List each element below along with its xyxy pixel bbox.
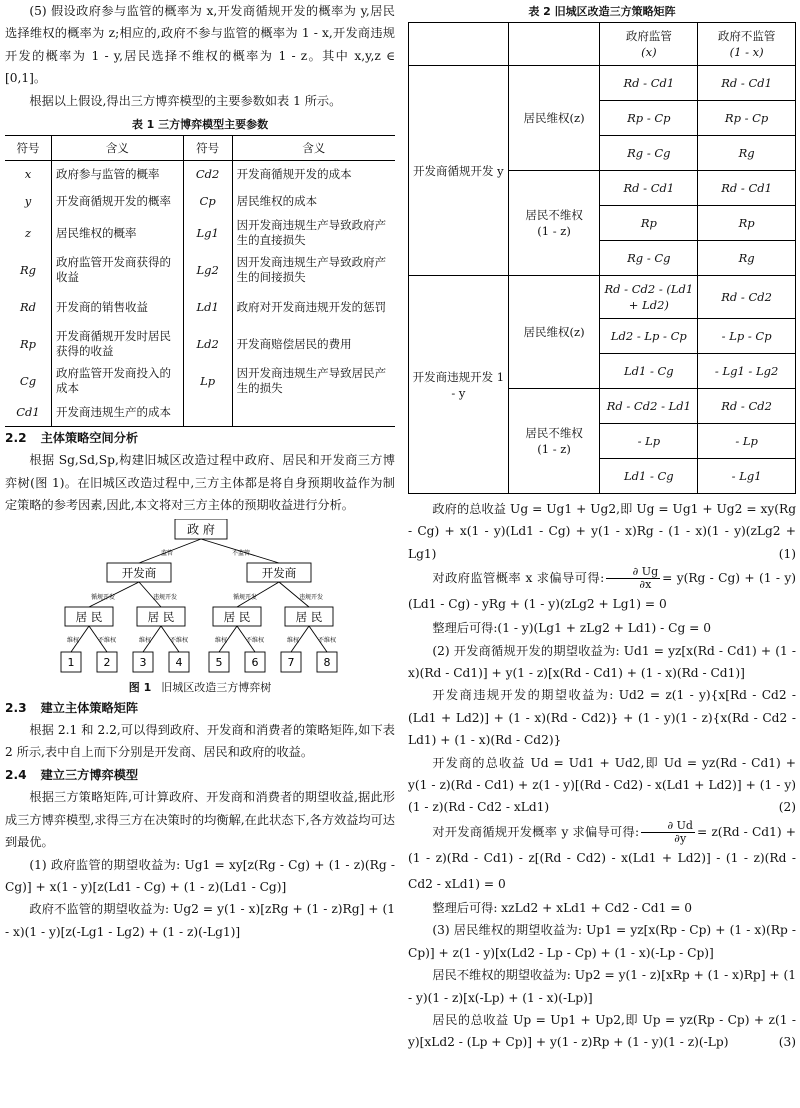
left-column bbox=[5, 0, 395, 943]
symbol-cell: Cd2 bbox=[183, 161, 232, 188]
figure-title: 旧城区改造三方博弈树 bbox=[161, 680, 272, 694]
gov-supervise-payoff: (1) 政府监管的期望收益为: Ug1 = xy[z(Rg - Cg) + (1 - z)(Rg - Cg)] + x(1 - y)[z(Ld1 - Cg) + (1 - z)(Ld1 - Cg)] bbox=[5, 857, 395, 894]
res-total-payoff bbox=[408, 1009, 796, 1054]
row-res-protect: 居民维权(z) bbox=[508, 66, 600, 171]
table-row bbox=[5, 161, 395, 188]
tree-label-resident: 居 民 bbox=[75, 609, 103, 624]
meaning-cell: 政府监管开发商获得的收益 bbox=[52, 252, 184, 289]
derivative-lead: 对政府监管概率 x 求偏导可得: bbox=[432, 571, 605, 586]
leaf-label: 3 bbox=[139, 655, 147, 669]
edge-label-protect: 维权 bbox=[138, 636, 152, 644]
symbol-cell: Ld1 bbox=[183, 289, 232, 326]
meaning-cell: 因开发商违规生产导致政府产生的直接损失 bbox=[232, 215, 395, 252]
section-heading-2-2 bbox=[5, 427, 395, 449]
payoff-cell: Rd - Cd1 bbox=[698, 171, 796, 206]
section-title: 主体策略空间分析 bbox=[40, 431, 139, 446]
dev-comply-payoff: (2) 开发商循规开发的期望收益为: Ud1 = yz[x(Rd - Cd1) + (1 - x)(Rd - Cd1)] + y(1 - z)[x(Rd - Cd1) + (1 - x)(Rd - Cd1)] bbox=[408, 643, 796, 681]
fraction-denominator: ∂y bbox=[674, 831, 687, 845]
partial-fraction bbox=[606, 566, 660, 591]
equation-text: 开发商的总收益 Ud = Ud1 + Ud2,即 Ud = yz(Rd - Cd1) + y(1 - z)(Rd - Cd1) + z(1 - y)[(Rd - Cd2) - x(Ld1 + Ld2)] + (1 - y)(1 - z)(Rd - Cd2 - xLd1) bbox=[408, 755, 796, 815]
parameter-table bbox=[5, 135, 395, 427]
table-row bbox=[409, 66, 796, 101]
payoff-cell: Rd - Cd1 bbox=[600, 171, 698, 206]
meaning-cell: 政府参与监管的概率 bbox=[52, 161, 184, 188]
tree-label-developer: 开发商 bbox=[121, 565, 157, 580]
tree-label-resident: 居 民 bbox=[295, 609, 323, 624]
edge-label-no-protect: 不维权 bbox=[97, 636, 117, 644]
table2-caption: 表 2 旧城区改造三方策略矩阵 bbox=[528, 5, 676, 18]
leaf-label: 6 bbox=[251, 655, 259, 669]
payoff-cell: Ld2 - Lp - Cp bbox=[600, 319, 698, 354]
row-res-no-protect bbox=[508, 389, 600, 494]
gov-derivative bbox=[408, 565, 796, 617]
meaning-cell: 政府监管开发商投入的成本 bbox=[52, 363, 184, 400]
res-no-protect-payoff: 居民不维权的期望收益为: Up2 = y(1 - z)[xRp + (1 - x)Rp] + (1 - y)(1 - z)[x(-Lp) + (1 - x)(-Lp)] bbox=[408, 968, 796, 1005]
strategy-space-paragraph: 根据 Sg,Sd,Sp,构建旧城区改造过程中政府、居民和开发商三方博弈树(图 1)。在旧城区改造过程中,三方主体都是将自身预期收益作为制定策略的参考因素,因此,本文将对三方主体的预期收益进行分析。 bbox=[5, 453, 395, 513]
symbol-cell: z bbox=[24, 225, 32, 240]
gov-no-supervise-payoff: 政府不监管的期望收益为: Ug2 = y(1 - x)[zRg + (1 - z)Rg] + (1 - x)(1 - y)[z(-Lg1 - Lg2) + (1 - z)(-Lg1)] bbox=[5, 902, 395, 939]
derivative-body: = z(Rd - Cd1) + (1 - z)(Rd - Cd1) - z[(Rd - Cd2) - x(Ld1 + Ld2)] - (1 - z)(Rd - Cd2 - xLd1) = 0 bbox=[408, 824, 797, 891]
symbol-cell: Rg bbox=[19, 262, 37, 277]
meaning-cell: 开发商循规开发的成本 bbox=[232, 161, 395, 188]
table-row bbox=[5, 215, 395, 252]
row-dev-violate: 开发商违规开发 1 - y bbox=[409, 276, 509, 494]
row-res-protect: 居民维权(z) bbox=[508, 276, 600, 389]
tree-label-government: 政 府 bbox=[187, 522, 215, 537]
right-column bbox=[408, 0, 796, 1054]
symbol-cell: Cp bbox=[183, 188, 232, 215]
header-gov-no-supervise bbox=[698, 23, 796, 66]
payoff-cell: - Lp bbox=[698, 424, 796, 459]
symbol-cell: x bbox=[24, 166, 32, 181]
symbol-cell bbox=[183, 400, 232, 427]
section-title: 建立三方博弈模型 bbox=[40, 767, 139, 782]
payoff-cell: Rg - Cg bbox=[600, 136, 698, 171]
gov-simplified: 整理后可得:(1 - y)(Lg1 + zLg2 + Ld1) - Cg = 0 bbox=[432, 621, 711, 636]
edge-label-violate: 违规开发 bbox=[298, 593, 324, 601]
tree-label-resident: 居 民 bbox=[147, 609, 175, 624]
table-row bbox=[5, 252, 395, 289]
row-prob: (1 - z) bbox=[537, 224, 571, 238]
section-number: 2.3 bbox=[5, 700, 27, 715]
section-heading-2-3 bbox=[5, 697, 395, 719]
table-row bbox=[5, 400, 395, 427]
meaning-cell bbox=[232, 400, 395, 427]
row-label: 居民不维权 bbox=[525, 208, 583, 222]
payoff-cell: Rd - Cd2 - (Ld1 + Ld2) bbox=[600, 276, 698, 319]
table-row bbox=[409, 276, 796, 319]
blank-cell bbox=[409, 23, 509, 66]
section-number: 2.4 bbox=[5, 767, 27, 782]
edge-label-comply: 循规开发 bbox=[232, 593, 258, 601]
header-prob: (1 - x) bbox=[729, 45, 764, 59]
tree-label-resident: 居 民 bbox=[223, 609, 251, 624]
intro-paragraph: 根据以上假设,得出三方博弈模型的主要参数如表 1 所示。 bbox=[29, 93, 342, 108]
payoff-cell: Rd - Cd2 - Ld1 bbox=[600, 389, 698, 424]
edge-label-comply: 循规开发 bbox=[90, 593, 116, 601]
payoff-cell: Rp bbox=[698, 206, 796, 241]
figure1-caption bbox=[5, 679, 395, 695]
row-label: 居民不维权 bbox=[525, 426, 583, 440]
meaning-cell: 开发商赔偿居民的费用 bbox=[232, 326, 395, 363]
meaning-cell: 开发商违规生产的成本 bbox=[52, 400, 184, 427]
edge-label-supervise: 监管 bbox=[160, 549, 174, 557]
strategy-matrix-paragraph: 根据 2.1 和 2.2,可以得到政府、开发商和消费者的策略矩阵,如下表 2 所示,表中自上而下分别是开发商、居民和政府的收益。 bbox=[5, 723, 395, 760]
meaning-cell: 因开发商违规生产导致政府产生的间接损失 bbox=[232, 252, 395, 289]
payoff-cell: Rp - Cp bbox=[698, 101, 796, 136]
game-tree-figure bbox=[55, 519, 345, 679]
header-symbol: 符号 bbox=[183, 136, 232, 161]
blank-cell bbox=[508, 23, 600, 66]
dev-total-payoff bbox=[408, 752, 796, 819]
payoff-cell: Ld1 - Cg bbox=[600, 354, 698, 389]
table-header-row bbox=[5, 136, 395, 161]
symbol-cell: Rp bbox=[19, 336, 37, 351]
leaf-label: 5 bbox=[215, 655, 223, 669]
edge-label-violate: 违规开发 bbox=[152, 593, 178, 601]
leaf-label: 2 bbox=[103, 655, 111, 669]
edge-label-no-supervise: 不监管 bbox=[231, 549, 251, 557]
gov-total-payoff bbox=[408, 498, 796, 565]
payoff-cell: Rd - Cd1 bbox=[600, 66, 698, 101]
meaning-cell: 居民维权的成本 bbox=[232, 188, 395, 215]
payoff-cell: Rd - Cd1 bbox=[698, 66, 796, 101]
edge-label-no-protect: 不维权 bbox=[169, 636, 189, 644]
leaf-label: 8 bbox=[323, 655, 331, 669]
symbol-cell: y bbox=[24, 193, 32, 208]
strategy-matrix-table bbox=[408, 22, 796, 494]
symbol-cell: Lg2 bbox=[183, 252, 232, 289]
tree-label-developer: 开发商 bbox=[261, 565, 297, 580]
dev-simplified: 整理后可得: xzLd2 + xLd1 + Cd2 - Cd1 = 0 bbox=[432, 900, 693, 915]
leaf-label: 4 bbox=[175, 655, 183, 669]
payoff-cell: Ld1 - Cg bbox=[600, 459, 698, 494]
header-symbol: 符号 bbox=[5, 136, 52, 161]
payoff-cell: Rg - Cg bbox=[600, 241, 698, 276]
fraction-denominator: ∂x bbox=[639, 578, 652, 592]
symbol-cell: Cd1 bbox=[16, 405, 40, 420]
table-row bbox=[5, 188, 395, 215]
header-meaning: 含义 bbox=[52, 136, 184, 161]
row-dev-comply: 开发商循规开发 y bbox=[409, 66, 509, 276]
symbol-cell: Lp bbox=[183, 363, 232, 400]
leaf-label: 7 bbox=[287, 655, 295, 669]
header-meaning: 含义 bbox=[232, 136, 395, 161]
payoff-cell: Rp - Cp bbox=[600, 101, 698, 136]
edge-label-no-protect: 不维权 bbox=[317, 636, 337, 644]
meaning-cell: 政府对开发商违规开发的惩罚 bbox=[232, 289, 395, 326]
edge-label-protect: 维权 bbox=[286, 636, 300, 644]
symbol-cell: Ld2 bbox=[183, 326, 232, 363]
section-heading-2-4 bbox=[5, 764, 395, 786]
equation-number: (2) bbox=[778, 800, 796, 815]
payoff-cell: - Lg1 bbox=[698, 459, 796, 494]
figure-label: 图 1 bbox=[128, 680, 152, 694]
fraction-numerator: ∂ Ug bbox=[606, 566, 660, 579]
meaning-cell: 因开发商违规生产导致居民产生的损失 bbox=[232, 363, 395, 400]
meaning-cell: 开发商的销售收益 bbox=[52, 289, 184, 326]
assumption-paragraph: (5) 假设政府参与监管的概率为 x,开发商循规开发的概率为 y,居民选择维权的概率为 z;相应的,政府不参与监管的概率为 1 - x,开发商违规开发的概率为 1 - y,居民选择不维权的概率为 1 - z。其中 x,y,z ∈ [0,1]。 bbox=[5, 4, 395, 86]
matrix-header-row bbox=[409, 23, 796, 66]
meaning-cell: 开发商循规开发的概率 bbox=[52, 188, 184, 215]
header-label: 政府不监管 bbox=[717, 29, 776, 43]
payoff-cell: Rd - Cd2 bbox=[698, 389, 796, 424]
section-title: 建立主体策略矩阵 bbox=[40, 700, 139, 715]
res-protect-payoff: (3) 居民维权的期望收益为: Up1 = yz[x(Rp - Cp) + (1 - x)(Rp - Cp)] + z(1 - y)[x(Ld2 - Lp - Cp) + (1 - x)(-Lp - Cp)] bbox=[408, 923, 796, 960]
dev-violate-payoff: 开发商违规开发的期望收益为: Ud2 = z(1 - y){x[Rd - Cd2 - (Ld1 + Ld2)] + (1 - x)(Rd - Cd2)} + (1 - y)(1 - z){x(Rd - Cd2 - Ld1) + (1 - x)(Rd - Cd2)} bbox=[408, 688, 796, 748]
payoff-cell: Rg bbox=[698, 241, 796, 276]
payoff-cell: Rg bbox=[698, 136, 796, 171]
payoff-cell: Rp bbox=[600, 206, 698, 241]
header-prob: (x) bbox=[641, 45, 657, 59]
edge-label-protect: 维权 bbox=[66, 636, 80, 644]
edge-label-protect: 维权 bbox=[214, 636, 228, 644]
equation-number: (1) bbox=[778, 546, 796, 561]
payoff-cell: - Lg1 - Lg2 bbox=[698, 354, 796, 389]
section-number: 2.2 bbox=[5, 431, 27, 446]
table-row bbox=[5, 289, 395, 326]
equation-text: 政府的总收益 Ug = Ug1 + Ug2,即 Ug = Ug1 + Ug2 = xy(Rg - Cg) + x(1 - y)(Ld1 - Cg) + y(1 - x)Rg - (1 - x)(1 - y)(zLg2 + Lg1) bbox=[408, 502, 796, 561]
equation-number: (3) bbox=[778, 1035, 796, 1050]
symbol-cell: Rd bbox=[19, 299, 37, 314]
symbol-cell: Cg bbox=[19, 373, 37, 388]
meaning-cell: 开发商循规开发时居民获得的收益 bbox=[52, 326, 184, 363]
row-prob: (1 - z) bbox=[537, 442, 571, 456]
payoff-cell: - Lp bbox=[600, 424, 698, 459]
table-row bbox=[5, 363, 395, 400]
table1-caption: 表 1 三方博弈模型主要参数 bbox=[131, 118, 269, 132]
derivative-lead: 对开发商循规开发概率 y 求偏导可得: bbox=[432, 824, 640, 839]
dev-derivative bbox=[408, 819, 796, 897]
leaf-label: 1 bbox=[67, 655, 75, 669]
table-row bbox=[5, 326, 395, 363]
partial-fraction bbox=[641, 820, 695, 845]
payoff-cell: Rd - Cd2 bbox=[698, 276, 796, 319]
edge-label-no-protect: 不维权 bbox=[245, 636, 265, 644]
equation-text: 居民的总收益 Up = Up1 + Up2,即 Up = yz(Rp - Cp) + z(1 - y)[xLd2 - (Lp + Cp)] + y(1 - z)Rp + (1 - y)(1 - z)(-Lp) bbox=[408, 1012, 796, 1050]
header-gov-supervise bbox=[600, 23, 698, 66]
model-paragraph: 根据三方策略矩阵,可计算政府、开发商和消费者的期望收益,据此形成三方博弈模型,求得三方在决策时的均衡解,在此状态下,各方效益均可达到最优。 bbox=[5, 790, 395, 850]
header-label: 政府监管 bbox=[625, 29, 672, 43]
fraction-numerator: ∂ Ud bbox=[641, 820, 695, 833]
row-res-no-protect bbox=[508, 171, 600, 276]
meaning-cell: 居民维权的概率 bbox=[52, 215, 184, 252]
derivative-body: = y(Rg - Cg) + (1 - y)(Ld1 - Cg) - yRg + (1 - y)(zLg2 + Lg1) = 0 bbox=[408, 571, 796, 612]
symbol-cell: Lg1 bbox=[183, 215, 232, 252]
payoff-cell: - Lp - Cp bbox=[698, 319, 796, 354]
